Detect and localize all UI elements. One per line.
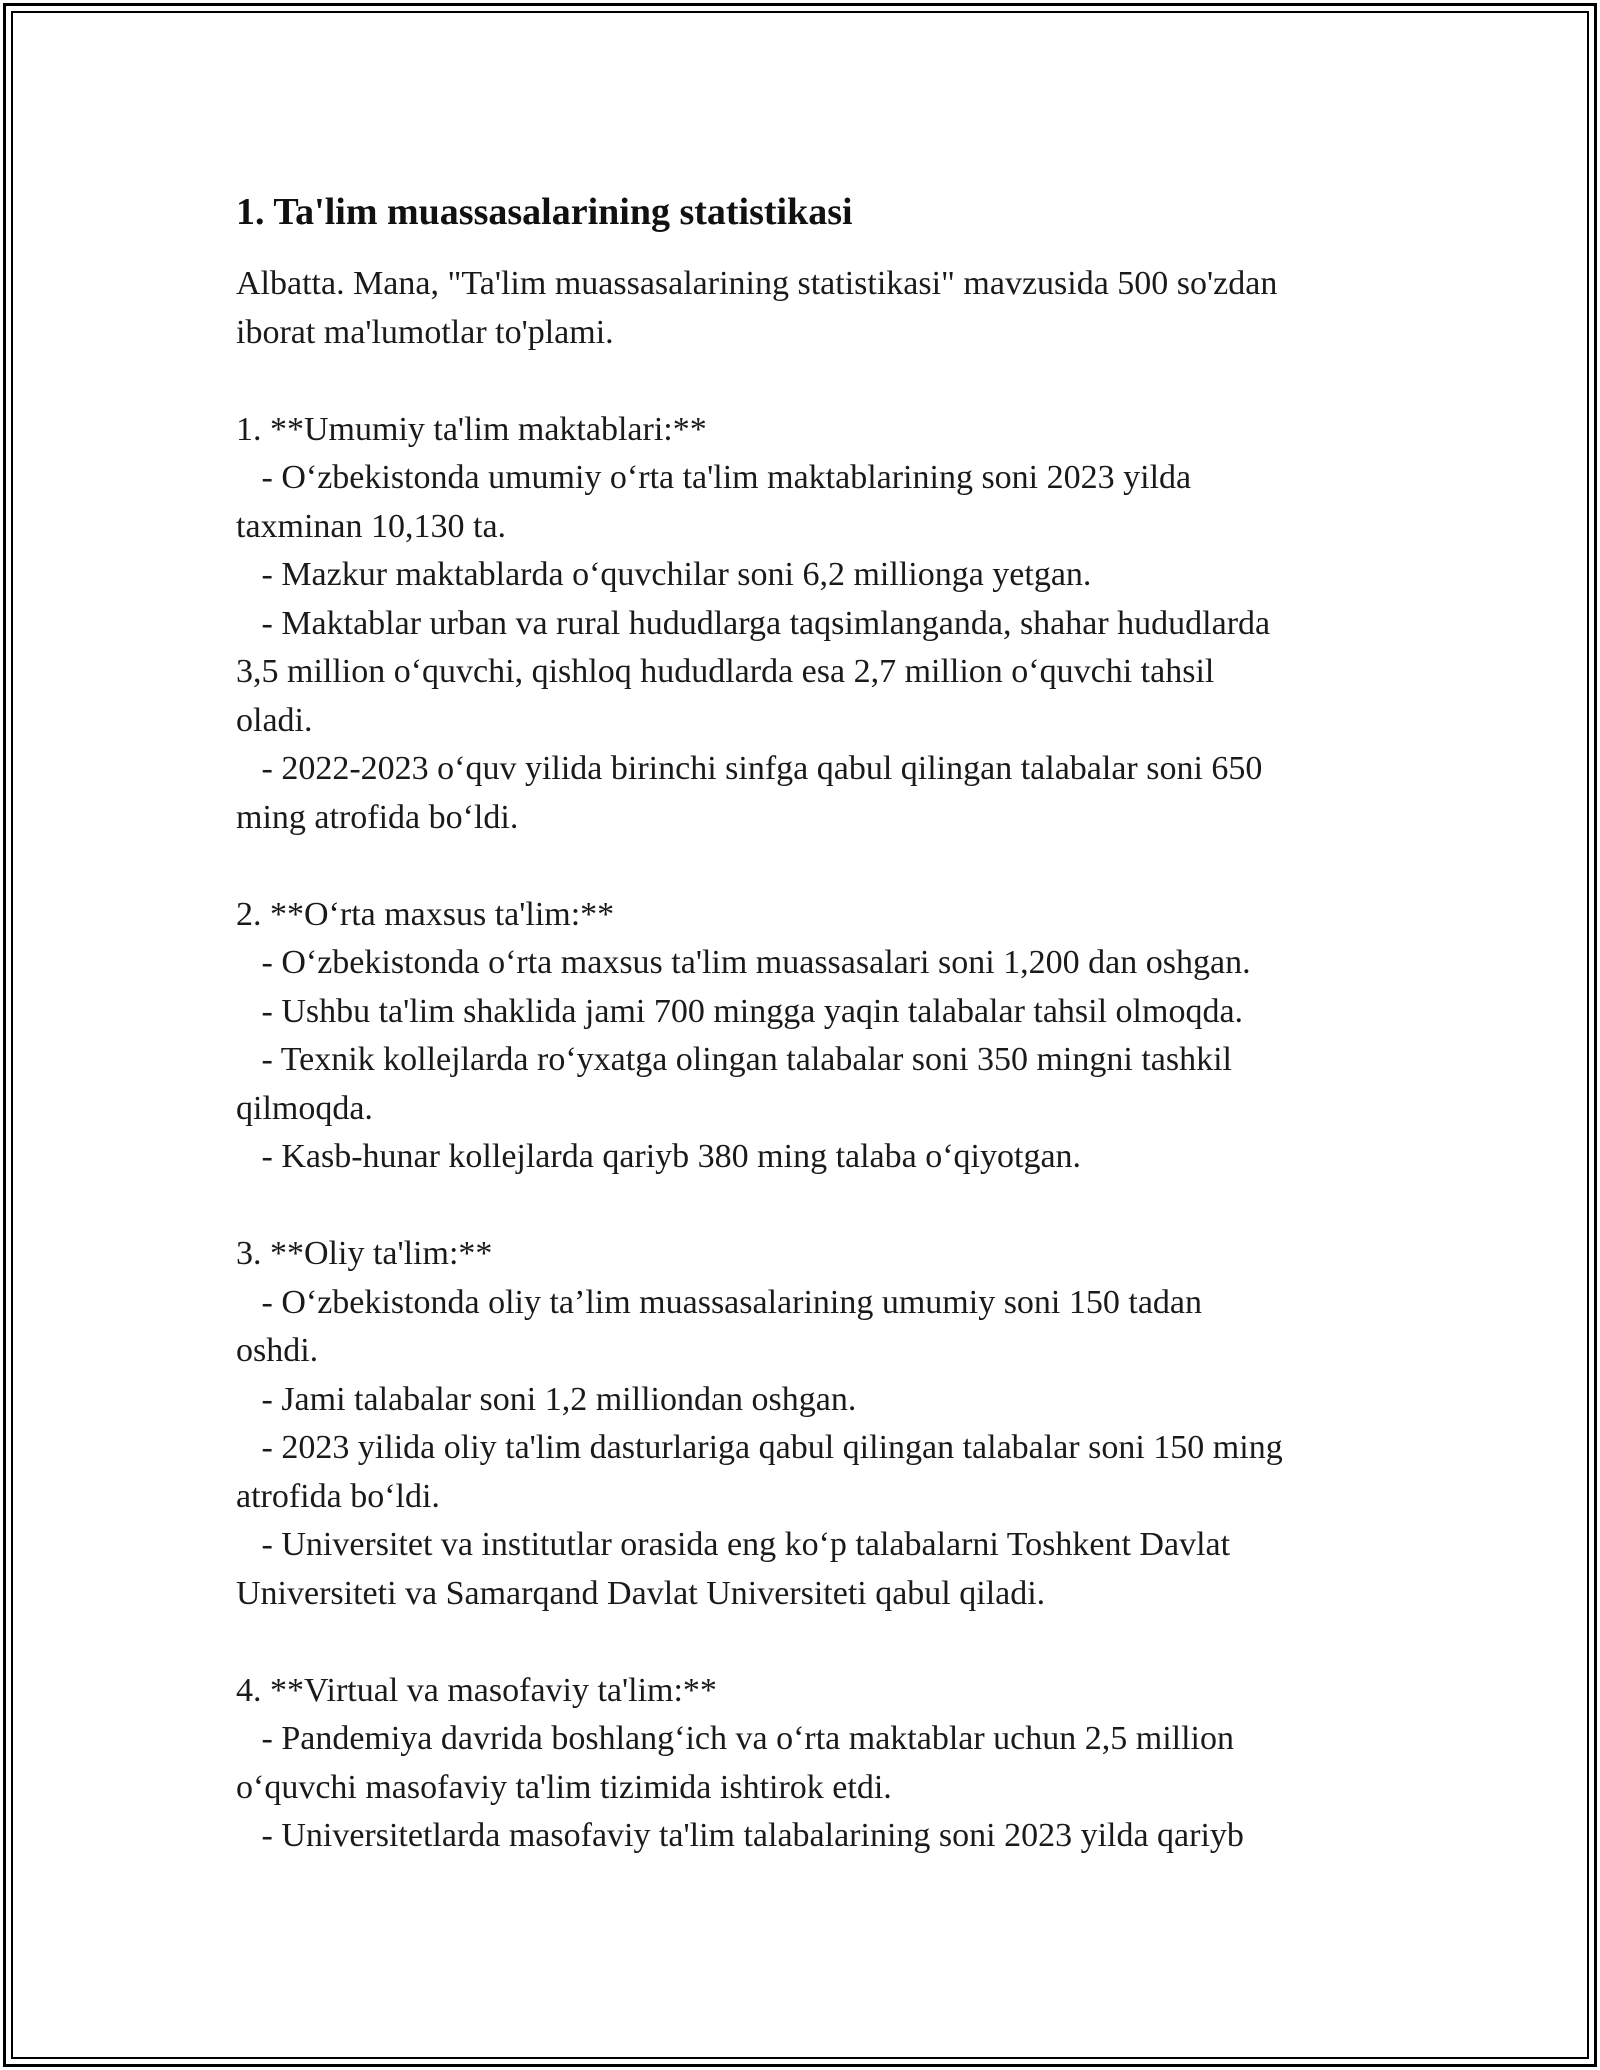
text-line: atrofida bo‘ldi. xyxy=(236,1477,440,1515)
text-line: - Kasb-hunar kollejlarda qariyb 380 ming talaba o‘qiyotgan. xyxy=(236,1138,1082,1175)
text-line: - Universitetlarda masofaviy ta'lim talabalarining soni 2023 yilda qariyb xyxy=(236,1817,1244,1854)
text-line: - Mazkur maktablarda o‘quvchilar soni 6,2 millionga yetgan. xyxy=(236,556,1092,593)
document-page xyxy=(236,178,1376,1861)
text-line: 2. **O‘rta maxsus ta'lim:** xyxy=(236,895,615,933)
blank-line xyxy=(236,357,1376,406)
text-line: 1. **Umumiy ta'lim maktablari:** xyxy=(236,410,707,448)
blank-line xyxy=(236,1182,1376,1231)
text-line: 3,5 million o‘quvchi, qishloq hududlarda esa 2,7 million o‘quvchi tahsil xyxy=(236,653,1215,690)
text-line: taxminan 10,130 ta. xyxy=(236,507,507,545)
text-line: Albatta. Mana, "Ta'lim muassasalarining statistikasi" mavzusida 500 so'zdan xyxy=(236,265,1278,302)
text-line: - O‘zbekistonda oliy ta’lim muassasalarining umumiy soni 150 tadan xyxy=(236,1283,1202,1321)
text-line: - O‘zbekistonda o‘rta maxsus ta'lim muassasalari soni 1,200 dan oshgan. xyxy=(236,944,1251,981)
text-line: oladi. xyxy=(236,701,313,739)
text-line: - Pandemiya davrida boshlang‘ich va o‘rta maktablar uchun 2,5 million xyxy=(236,1720,1235,1757)
text-line: 3. **Oliy ta'lim:** xyxy=(236,1235,493,1272)
text-line: o‘quvchi masofaviy ta'lim tizimida ishtirok etdi. xyxy=(236,1768,892,1806)
text-line: - Jami talabalar soni 1,2 milliondan oshgan. xyxy=(236,1380,857,1418)
text-line: - Maktablar urban va rural hududlarga taqsimlanganda, shahar hududlarda xyxy=(236,604,1271,642)
text-line: 4. **Virtual va masofaviy ta'lim:** xyxy=(236,1671,717,1709)
document-body xyxy=(236,260,1376,1861)
text-line: qilmoqda. xyxy=(236,1089,373,1127)
text-line: - Universitet va institutlar orasida eng ko‘p talabalarni Toshkent Davlat xyxy=(236,1526,1231,1563)
text-line: - 2022-2023 o‘quv yilida birinchi sinfga qabul qilingan talabalar soni 650 xyxy=(236,750,1263,787)
text-line: Universiteti va Samarqand Davlat Universiteti qabul qiladi. xyxy=(236,1574,1046,1612)
blank-line xyxy=(236,1618,1376,1667)
document-title: 1. Ta'lim muassasalarining statistikasi xyxy=(236,191,853,233)
text-line: - O‘zbekistonda umumiy o‘rta ta'lim maktablarining soni 2023 yilda xyxy=(236,459,1192,496)
text-line: ming atrofida bo‘ldi. xyxy=(236,798,519,836)
blank-line xyxy=(236,842,1376,891)
text-line: - Ushbu ta'lim shaklida jami 700 mingga yaqin talabalar tahsil olmoqda. xyxy=(236,992,1244,1030)
text-line: - Texnik kollejlarda ro‘yxatga olingan talabalar soni 350 mingni tashkil xyxy=(236,1041,1232,1078)
text-line: iborat ma'lumotlar to'plami. xyxy=(236,313,614,351)
text-line: oshdi. xyxy=(236,1332,319,1369)
text-line: - 2023 yilida oliy ta'lim dasturlariga qabul qilingan talabalar soni 150 ming xyxy=(236,1429,1283,1466)
